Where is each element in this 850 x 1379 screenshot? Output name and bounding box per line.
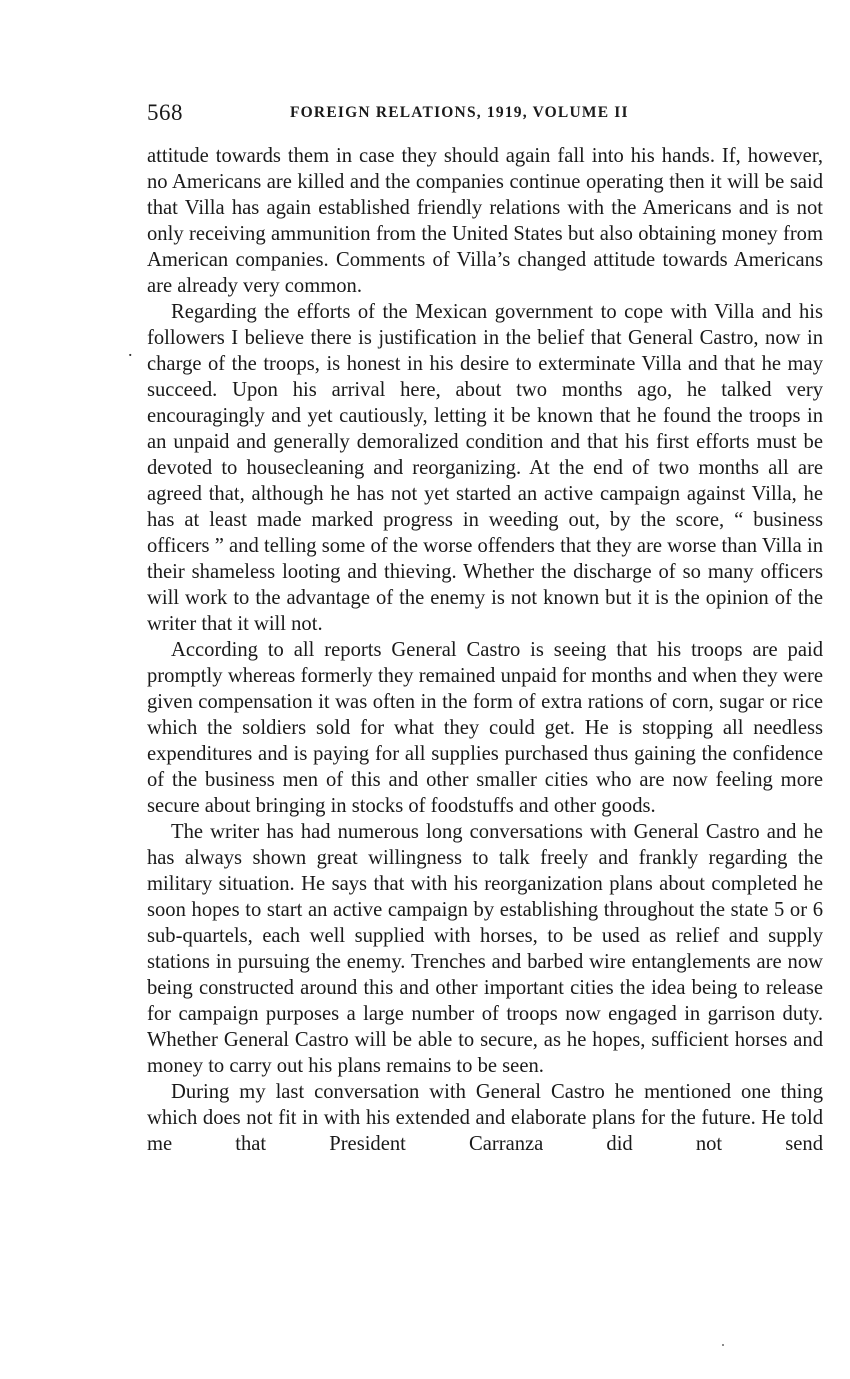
paragraph-castro-efforts: Regarding the efforts of the Mexican government to cope with Villa and his followers I believe there is justification in the belief that General Castro, now in charge of the troops, is honest in his desire to exterminate Villa and that he may succeed. Upon his arrival here, about two months ago, he talked very encouragingly and yet cautiously, letting it be known that he found the troops in an unpaid and generally demoralized condition and that his first efforts must be devoted to housecleaning and reorganizing. At the end of two months all are agreed that, although he has not yet started an active campaign against Villa, he has at least made marked progress in weeding out, by the score, “ business officers ” and telling some of the worse offenders that they are worse than Villa in their shameless looting and thieving. Whether the discharge of so many officers will work to the advantage of the enemy is not known but it is the opinion of the writer that it will not. [147, 301, 823, 635]
body-text [147, 143, 823, 1157]
margin-mark: . [128, 340, 133, 360]
paragraph-troop-pay: According to all reports General Castro is seeing that his troops are paid promptly whereas formerly they remained unpaid for months and when they were given compensation it was often in the form of extra rations of corn, sugar or rice which the soldiers sold for what they could get. He is stopping all needless expenditures and is paying for all supplies purchased thus gaining the confidence of the business men of this and other smaller cities who are now feeling more secure about bringing in stocks of foodstuffs and other goods. [147, 639, 823, 817]
print-speck [722, 1344, 724, 1346]
running-title: FOREIGN RELATIONS, 1919, VOLUME II [290, 104, 629, 121]
paragraph-last-conversation: During my last conversation with General Castro he mentioned one thing which does not fit in with his extended and elaborate plans for the future. He told me that President Carranza did not send [147, 1081, 823, 1155]
paragraph-conversations: The writer has had numerous long conversations with General Castro and he has always shown great willingness to talk freely and frankly regarding the military situation. He says that with his reorganization plans about completed he soon hopes to start an active campaign by establishing throughout the state 5 or 6 sub-quartels, each well supplied with horses, to be used as relief and supply stations in pursuing the enemy. Trenches and barbed wire entanglements are now being constructed around this and other important cities the idea being to release for campaign purposes a large number of troops now engaged in garrison duty. Whether General Castro will be able to secure, as he hopes, sufficient horses and money to carry out his plans remains to be seen. [147, 821, 823, 1077]
page-number: 568 [147, 100, 183, 125]
paragraph-continuation: attitude towards them in case they should again fall into his hands. If, however, no Americans are killed and the companies continue operating then it will be said that Villa has again established friendly relations with the Americans and is not only receiving ammunition from the United States but also obtaining money from American companies. Comments of Villa’s changed attitude towards Americans are already very common. [147, 145, 823, 297]
running-head [147, 98, 823, 132]
